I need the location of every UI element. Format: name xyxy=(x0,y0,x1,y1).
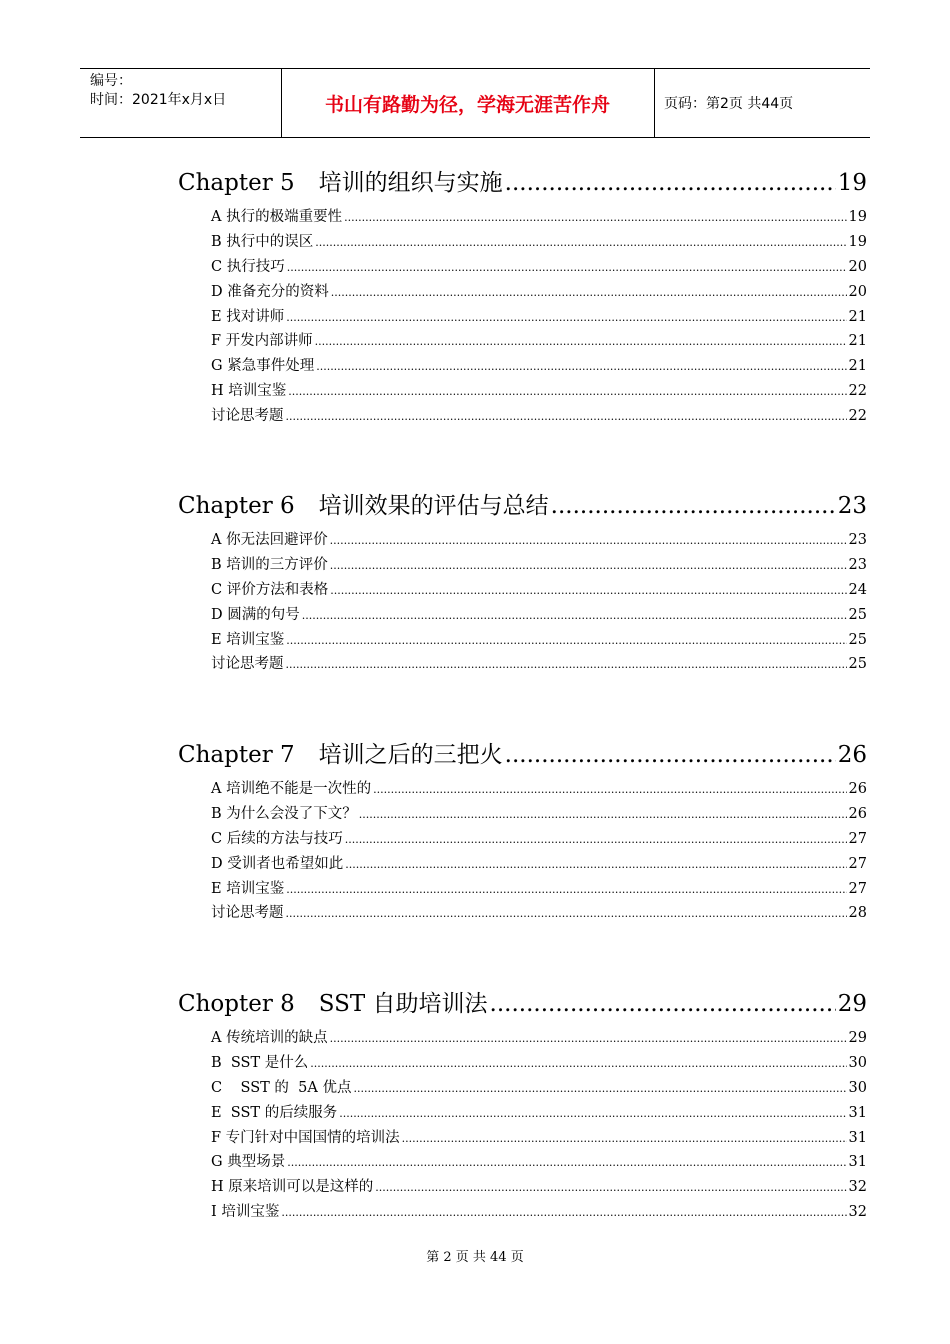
chapter-heading[interactable] xyxy=(178,740,867,770)
toc-entry[interactable] xyxy=(211,230,867,255)
entry-page: 22 xyxy=(848,383,867,400)
entry-page: 27 xyxy=(848,855,867,872)
entry-page: 21 xyxy=(848,308,867,325)
dot-leader xyxy=(505,168,836,198)
entry-label: F 开发内部讲师 xyxy=(211,333,313,350)
entry-page: 30 xyxy=(848,1079,867,1096)
entry-label: I 培训宝鉴 xyxy=(211,1204,280,1221)
entry-label: B 为什么会没了下文？ xyxy=(211,805,357,822)
header-divider xyxy=(654,69,655,137)
toc-entry[interactable] xyxy=(211,404,867,429)
toc-chapter-7 xyxy=(178,740,867,926)
entry-page: 19 xyxy=(848,233,867,250)
dot-leader xyxy=(402,1127,847,1152)
dot-leader xyxy=(302,604,847,629)
dot-leader xyxy=(344,206,846,231)
chapter-page: 29 xyxy=(837,991,867,1017)
entry-label: B SST 是什么 xyxy=(211,1054,309,1071)
chapter-items xyxy=(211,777,867,926)
dot-leader xyxy=(330,579,846,604)
dot-leader xyxy=(551,491,836,521)
toc-entry[interactable] xyxy=(211,628,867,653)
entry-page: 21 xyxy=(848,358,867,375)
dot-leader xyxy=(345,853,846,878)
dot-leader xyxy=(315,330,847,355)
chapter-title: SST 自助培训法 xyxy=(318,991,488,1017)
dot-leader xyxy=(330,554,847,579)
chapter-items xyxy=(211,528,867,677)
entry-label: G 典型场景 xyxy=(211,1154,286,1171)
toc-entry[interactable] xyxy=(211,1101,867,1126)
dot-leader xyxy=(353,1077,846,1102)
toc-entry[interactable] xyxy=(211,329,867,354)
entry-page: 23 xyxy=(848,532,867,548)
entry-label: A 你无法回避评价 xyxy=(211,532,328,548)
entry-label: D 准备充分的资料 xyxy=(211,283,329,300)
toc-entry[interactable] xyxy=(211,603,867,628)
entry-page: 28 xyxy=(848,905,867,922)
toc-entry[interactable] xyxy=(211,205,867,230)
entry-label: H 培训宝鉴 xyxy=(211,383,287,400)
chapter-page: 19 xyxy=(837,170,867,196)
toc-entry[interactable] xyxy=(211,1200,867,1225)
toc-entry[interactable] xyxy=(211,802,867,827)
header-id-label: 编号： xyxy=(90,73,132,89)
dot-leader xyxy=(286,653,847,678)
chapter-page: 23 xyxy=(837,493,867,519)
entry-page: 32 xyxy=(848,1204,867,1221)
dot-leader xyxy=(286,405,847,430)
entry-label: C 执行技巧 xyxy=(211,258,285,275)
dot-leader xyxy=(490,989,836,1019)
entry-page: 30 xyxy=(848,1054,867,1071)
toc-entry[interactable] xyxy=(211,901,867,926)
toc-entry[interactable] xyxy=(211,255,867,280)
entry-label: D 圆满的句号 xyxy=(211,606,300,623)
toc-entry[interactable] xyxy=(211,877,867,902)
toc-chapter-8 xyxy=(178,989,867,1225)
dot-leader xyxy=(315,231,846,256)
entry-page: 31 xyxy=(848,1104,867,1121)
page-footer: 第 2 页 共 44 页 xyxy=(426,1250,524,1265)
toc-entry[interactable] xyxy=(211,305,867,330)
entry-page: 32 xyxy=(848,1179,867,1196)
entry-label: A 执行的极端重要性 xyxy=(211,209,343,225)
entry-label: D 受训者也希望如此 xyxy=(211,855,344,872)
chapter-items xyxy=(211,1026,867,1225)
chapter-number: Chapter 7 xyxy=(178,742,295,768)
entry-label: G 紧急事件处理 xyxy=(211,358,315,375)
chapter-items xyxy=(211,205,867,429)
dot-leader xyxy=(359,803,847,828)
entry-label: B 执行中的误区 xyxy=(211,233,314,250)
entry-label: 讨论思考题 xyxy=(211,905,284,922)
toc-entry[interactable] xyxy=(211,777,867,802)
dot-leader xyxy=(505,740,836,770)
dot-leader xyxy=(345,828,847,853)
entry-label: 讨论思考题 xyxy=(211,408,284,425)
entry-page: 25 xyxy=(848,656,867,673)
header-page-info: 页码：第2页 共44页 xyxy=(664,96,794,112)
toc-entry[interactable] xyxy=(211,354,867,379)
entry-page: 29 xyxy=(848,1030,867,1046)
entry-page: 25 xyxy=(848,606,867,623)
entry-label: E 培训宝鉴 xyxy=(211,631,285,648)
toc-entry[interactable] xyxy=(211,652,867,677)
entry-page: 27 xyxy=(848,880,867,897)
entry-label: A 培训绝不能是一次性的 xyxy=(211,781,372,797)
toc-entry[interactable] xyxy=(211,827,867,852)
chapter-title: 培训之后的三把火 xyxy=(318,742,503,768)
chapter-number: Chopter 8 xyxy=(178,991,295,1017)
entry-label: B 培训的三方评价 xyxy=(211,556,328,573)
toc-entry[interactable] xyxy=(211,1175,867,1200)
entry-page: 26 xyxy=(848,805,867,822)
entry-page: 21 xyxy=(848,333,867,350)
entry-label: C SST 的 5A 优点 xyxy=(211,1079,352,1096)
toc-entry[interactable] xyxy=(211,528,867,553)
dot-leader xyxy=(375,1176,846,1201)
toc-entry[interactable] xyxy=(211,1051,867,1076)
entry-page: 27 xyxy=(848,830,867,847)
header-time-label: 时间：2021年x月x日 xyxy=(90,92,227,108)
toc-entry[interactable] xyxy=(211,1126,867,1151)
toc-entry[interactable] xyxy=(211,1150,867,1175)
dot-leader xyxy=(286,878,846,903)
entry-label: A 传统培训的缺点 xyxy=(211,1030,328,1046)
dot-leader xyxy=(281,1201,846,1226)
chapter-number: Chapter 5 xyxy=(178,170,295,196)
entry-page: 20 xyxy=(848,258,867,275)
entry-label: C 后续的方法与技巧 xyxy=(211,830,343,847)
entry-page: 31 xyxy=(848,1129,867,1146)
entry-page: 24 xyxy=(848,581,867,598)
entry-label: E 找对讲师 xyxy=(211,308,285,325)
dot-leader xyxy=(286,902,847,927)
dot-leader xyxy=(330,1027,847,1052)
entry-label: F 专门针对中国国情的培训法 xyxy=(211,1129,400,1146)
chapter-heading[interactable] xyxy=(178,168,867,198)
toc-entry[interactable] xyxy=(211,1026,867,1051)
entry-page: 20 xyxy=(848,283,867,300)
toc-entry[interactable] xyxy=(211,1076,867,1101)
entry-label: E SST 的后续服务 xyxy=(211,1104,338,1121)
entry-page: 31 xyxy=(848,1154,867,1171)
dot-leader xyxy=(373,778,846,803)
toc-entry[interactable] xyxy=(211,280,867,305)
dot-leader xyxy=(286,629,846,654)
header-meta xyxy=(90,72,226,110)
chapter-heading[interactable] xyxy=(178,989,867,1019)
dot-leader xyxy=(330,529,847,554)
header-motto: 书山有路勤为径，学海无涯苦作舟 xyxy=(324,93,610,116)
entry-page: 25 xyxy=(848,631,867,648)
dot-leader xyxy=(286,306,846,331)
entry-page: 19 xyxy=(848,209,867,225)
toc-entry[interactable] xyxy=(211,578,867,603)
dot-leader xyxy=(287,1151,846,1176)
entry-page: 23 xyxy=(848,556,867,573)
toc-entry[interactable] xyxy=(211,852,867,877)
entry-label: E 培训宝鉴 xyxy=(211,880,285,897)
dot-leader xyxy=(316,355,846,380)
dot-leader xyxy=(310,1052,846,1077)
chapter-page: 26 xyxy=(837,742,867,768)
dot-leader xyxy=(331,281,847,306)
entry-label: C 评价方法和表格 xyxy=(211,581,329,598)
entry-page: 22 xyxy=(848,408,867,425)
toc-chapter-6 xyxy=(178,491,867,677)
chapter-heading[interactable] xyxy=(178,491,867,521)
entry-label: 讨论思考题 xyxy=(211,656,284,673)
entry-label: H 原来培训可以是这样的 xyxy=(211,1179,374,1196)
chapter-number: Chapter 6 xyxy=(178,493,295,519)
chapter-title: 培训效果的评估与总结 xyxy=(318,493,549,519)
toc-chapter-5 xyxy=(178,168,867,429)
dot-leader xyxy=(339,1102,846,1127)
dot-leader xyxy=(288,380,846,405)
toc-entry[interactable] xyxy=(211,379,867,404)
chapter-title: 培训的组织与实施 xyxy=(318,170,503,196)
entry-page: 26 xyxy=(848,781,867,797)
dot-leader xyxy=(287,256,847,281)
toc-entry[interactable] xyxy=(211,553,867,578)
page-header xyxy=(80,68,870,138)
